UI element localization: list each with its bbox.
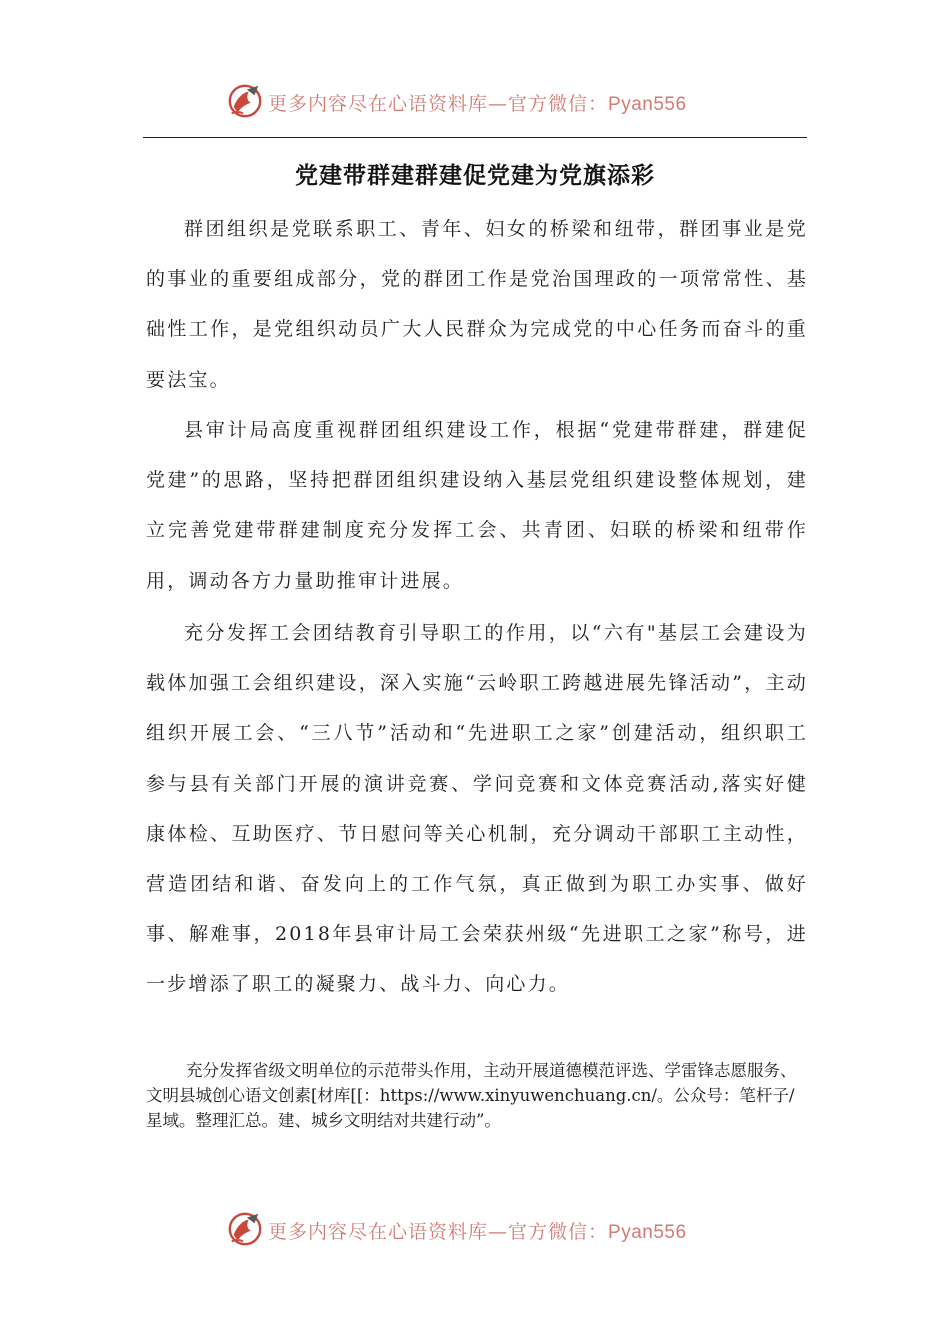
wechat-id: Pyan556 [608, 1222, 687, 1243]
banner-label: 更多内容尽在心语资料库—官方微信： [268, 1221, 609, 1243]
paragraph-3: 充分发挥工会团结教育引导职工的作用，以“六有"基层工会建设为载体加强工会组织建设，深入实施“云岭职工跨越进展先锋活动”，主动组织开展工会、“三八节”活动和“先进职工之家”创建活动，组织职工参与县有关部门开展的演讲竞赛、学问竞赛和文体竞赛活动,落实好健康体检、互助医疗、节日慰问等关心机制，充分调动干部职工主动性，营造团结和谐、奋发向上的工作气氛，真正做到为职工办实事、做好事、解难事，2018年县审计局工会荣获州级“先进职工之家”称号，进一步增添了职工的凝聚力、战斗力、向心力。 [146, 622, 808, 996]
paragraph-4: 充分发挥省级文明单位的示范带头作用，主动开展道德模范评选、学雷锋志愿服务、文明县城创心语文创素[材库[[：https://www.xinyuwenchuang.cn/。公众号：笔杆子/星域。整理汇总。建、城乡文明结对共建行动”。 [146, 1061, 797, 1130]
banner-text [268, 89, 687, 116]
header-divider [143, 137, 807, 138]
article-title: 党建带群建群建促党建为党旗添彩 [295, 162, 655, 189]
paragraph-1: 群团组织是党联系职工、青年、妇女的桥梁和纽带，群团事业是党的事业的重要组成部分，党的群团工作是党治国理政的一项常常性、基础性工作，是党组织动员广大人民群众为完成党的中心任务而奋斗的重要法宝。 [146, 218, 808, 391]
wechat-id: Pyan556 [608, 94, 687, 115]
paragraph-2: 县审计局高度重视群团组织建设工作，根据“党建带群建，群建促党建”的思路，坚持把群团组织建设纳入基层党组织建设整体规划，建立完善党建带群建制度充分发挥工会、共青团、妇联的桥梁和纽带作用，调动各方力量助推审计进展。 [146, 419, 808, 592]
pen-logo-icon [226, 1210, 264, 1248]
header-banner [0, 80, 950, 124]
footer-banner [0, 1208, 950, 1252]
pen-logo-icon [226, 82, 264, 120]
banner-label: 更多内容尽在心语资料库—官方微信： [268, 93, 609, 115]
banner-text [268, 1217, 687, 1244]
